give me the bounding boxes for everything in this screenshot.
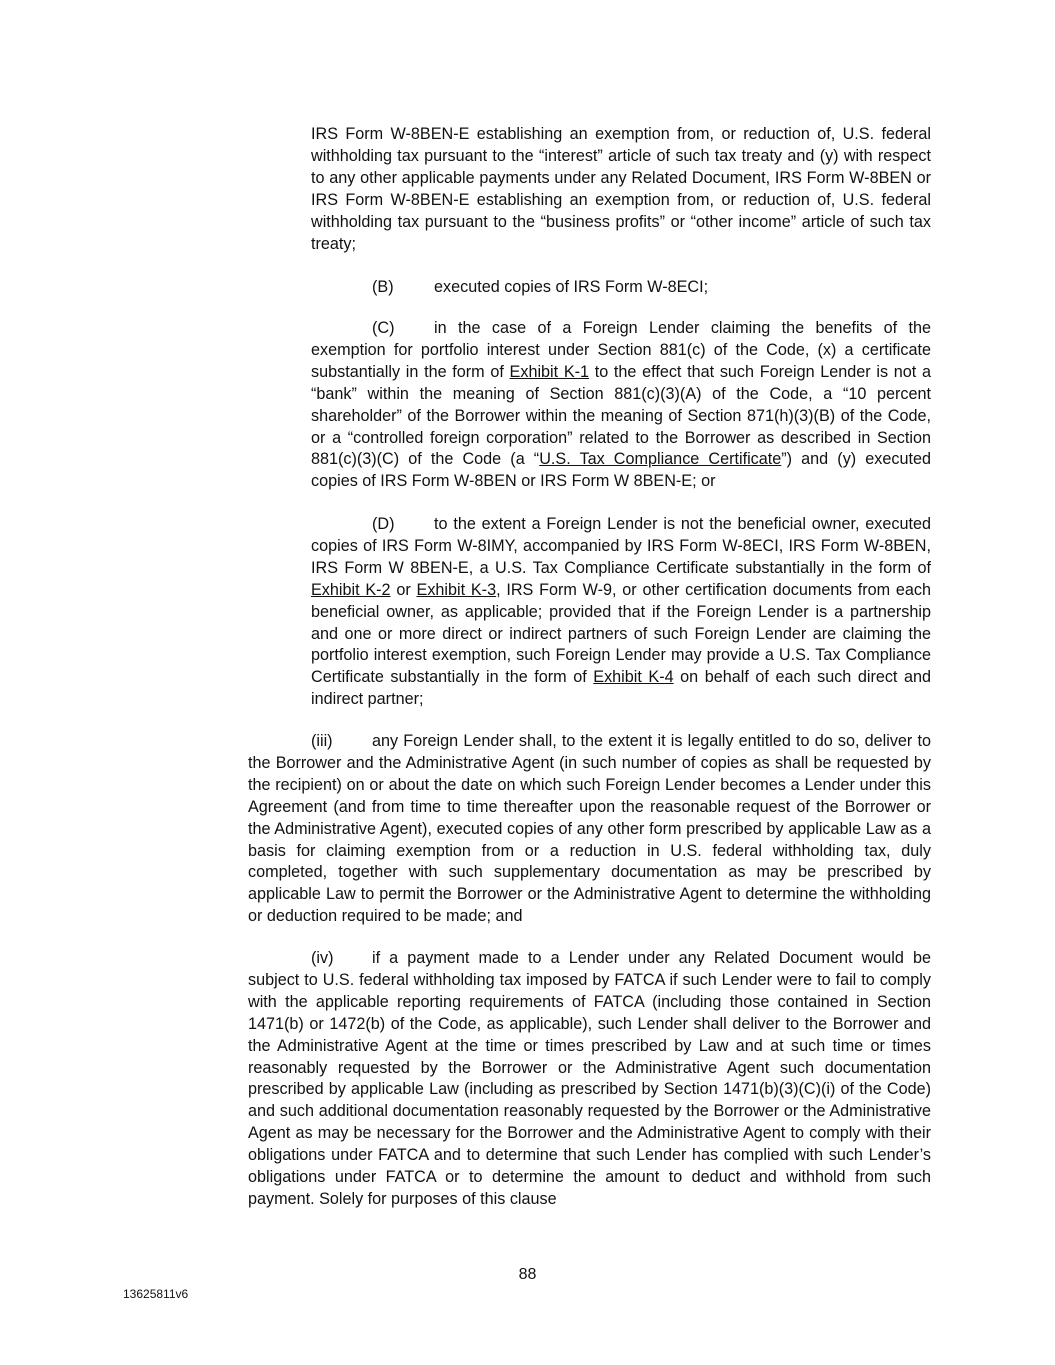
exhibit-k1-reference: Exhibit K-1 [509,362,590,381]
exhibit-k2-reference: Exhibit K-2 [311,580,391,599]
paragraph-d-text-4: on behalf of each such direct and indirect partner; [311,668,931,709]
paragraph-iv [248,948,931,1211]
paragraph-d [311,514,931,711]
exhibit-k4-reference: Exhibit K-4 [593,668,674,687]
tax-certificate-defined-term: U.S. Tax Compliance Certificate [539,450,782,469]
paragraph-c-label: (C) [372,319,395,337]
paragraph-d-text-1: to the extent a Foreign Lender is not the beneficial owner, executed copies of IRS Form W-8IMY, accompanied by IRS Form W-8ECI, IRS Form W-8BEN, IRS Form W 8BEN-E, a U.S. Tax Compliance Certificate substantially in the form of [311,515,931,577]
paragraph-iii-text: any Foreign Lender shall, to the extent it is legally entitled to do so, deliver to the Borrower and the Administrative Agent (in such number of copies as shall be requested by the recipient) on or about the date on which such Foreign Lender becomes a Lender under this Agreement (and from time to time thereafter upon the reasonable request of the Borrower or the Administrative Agent), executed copies of any other form prescribed by applicable Law as a basis for claiming exemption from or a reduction in U.S. federal withholding tax, duly completed, together with such supplementary documentation as may be prescribed by applicable Law to permit the Borrower or the Administrative Agent to determine the withholding or deduction required to be made; and [248,732,931,926]
paragraph-d-text-3: , IRS Form W-9, or other certification documents from each beneficial owner, as applicable; provided that if the Foreign Lender is a partnership and one or more direct or indirect partners of such Foreign Lender are claiming the portfolio interest exemption, such Foreign Lender may provide a U.S. Tax Compliance Certificate substantially in the form of [311,580,932,687]
paragraph-c-text-1: in the case of a Foreign Lender claiming the benefits of the exemption for portfolio interest under Section 881(c) of the Code, (x) a certificate substantially in the form of [311,319,931,381]
paragraph-b [372,277,932,299]
paragraph-iv-label: (iv) [311,949,334,967]
paragraph-d-label: (D) [372,515,395,533]
paragraph-b-text: executed copies of IRS Form W-8ECI; [434,278,709,296]
paragraph-c-text-3: ”) and (y) executed copies of IRS Form W-8BEN or IRS Form W 8BEN-E; or [311,450,931,491]
paragraph-continuation-text: IRS Form W-8BEN-E establishing an exemption from, or reduction of, U.S. federal withholding tax pursuant to the “interest” article of such tax treaty and (y) with respect to any other applicable payments under any Related Document, IRS Form W-8BEN or IRS Form W-8BEN-E establishing an exemption from, or reduction of, U.S. federal withholding tax pursuant to the “business profits” or “other income” article of such tax treaty; [311,125,931,253]
document-id: 13625811v6 [123,1287,189,1301]
paragraph-d-text-2: or [390,580,417,599]
paragraph-b-label: (B) [372,278,394,296]
paragraph-c [311,318,931,493]
paragraph-iv-text: if a payment made to a Lender under any Related Document would be subject to U.S. federal withholding tax imposed by FATCA if such Lender were to fail to comply with the applicable reporting requirements of FATCA (including those contained in Section 1471(b) or 1472(b) of the Code, as applicable), such Lender shall deliver to the Borrower and the Administrative Agent at the time or times prescribed by Law and at such time or times reasonably requested by the Borrower or the Administrative Agent such documentation prescribed by applicable Law (including as prescribed by Section 1471(b)(3)(C)(i) of the Code) and such additional documentation reasonably requested by the Borrower or the Administrative Agent as may be necessary for the Borrower and the Administrative Agent to comply with their obligations under FATCA and to determine that such Lender has complied with such Lender’s obligations under FATCA or to determine the amount to deduct and withhold from such payment. Solely for purposes of this clause [248,949,931,1208]
paragraph-continuation [311,124,931,255]
paragraph-iii-label: (iii) [311,732,333,750]
page-number: 88 [518,1266,537,1283]
exhibit-k3-reference: Exhibit K-3 [416,580,497,599]
paragraph-c-text-2: to the effect that such Foreign Lender is not a “bank” within the meaning of Section 881(c)(3)(A) of the Code, a “10 percent shareholder” of the Borrower within the meaning of Section 871(h)(3)(B) of the Code, or a “controlled foreign corporation” related to the Borrower as described in Section 881(c)(3)(C) of the Code (a “ [311,362,931,469]
paragraph-iii [248,731,931,928]
